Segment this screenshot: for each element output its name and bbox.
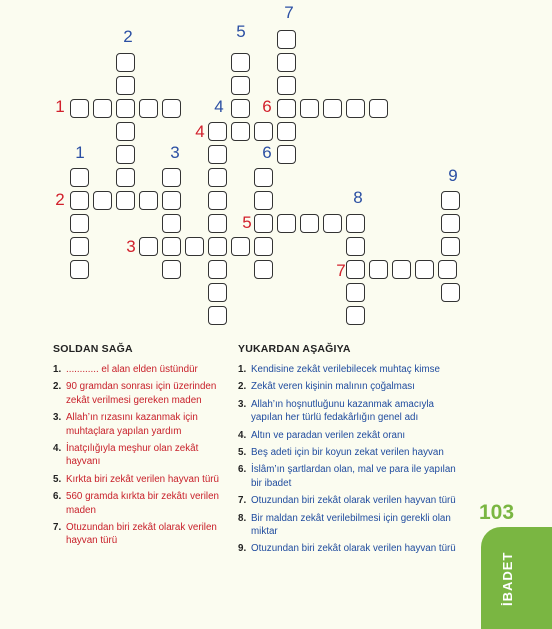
- across-clue-number: 1.: [53, 364, 62, 375]
- across-clue-text: 90 gramdan sonrası için üzerinden zekât verilmesi gereken maden: [66, 381, 217, 406]
- down-clue-text: Otuzundan biri zekât olarak verilen hayvan türü: [251, 495, 456, 507]
- across-clue-number: 4.: [53, 443, 62, 455]
- crossword-cell[interactable]: [323, 99, 342, 118]
- crossword-cell[interactable]: [162, 260, 181, 279]
- crossword-cell[interactable]: [139, 191, 158, 210]
- crossword-cell[interactable]: [231, 76, 250, 95]
- crossword-cell[interactable]: [346, 260, 365, 279]
- crossword-cell[interactable]: [70, 191, 89, 210]
- crossword-cell[interactable]: [438, 260, 457, 279]
- crossword-cell[interactable]: [116, 76, 135, 95]
- crossword-cell[interactable]: [70, 237, 89, 256]
- crossword-cell[interactable]: [254, 214, 273, 233]
- crossword-cell[interactable]: [208, 145, 227, 164]
- across-clue-text: Allah’ın rızasını kazanmak için muhtaçlara yapılan yardım: [66, 412, 198, 437]
- crossword-cell[interactable]: [277, 122, 296, 141]
- crossword-cell[interactable]: [323, 214, 342, 233]
- crossword-cell[interactable]: [208, 260, 227, 279]
- crossword-cell[interactable]: [93, 99, 112, 118]
- down-number-6: 6: [262, 143, 272, 162]
- crossword-cell[interactable]: [208, 283, 227, 302]
- down-clue-number: 2.: [238, 381, 247, 393]
- down-clue-1: [238, 363, 468, 376]
- crossword-cell[interactable]: [441, 237, 460, 256]
- across-clue-text: Otuzundan biri zekât olarak verilen hayvan türü: [66, 522, 217, 547]
- down-number-3: 3: [170, 143, 180, 162]
- down-clue-text: Otuzundan biri zekât olarak verilen hayvan türü: [251, 543, 456, 555]
- down-clue-number: 4.: [238, 429, 247, 441]
- crossword-cell[interactable]: [116, 168, 135, 187]
- crossword-cell[interactable]: [231, 237, 250, 256]
- down-number-1: 1: [75, 143, 85, 162]
- across-clue-text: İnatçılığıyla meşhur olan zekât hayvanı: [66, 443, 199, 468]
- across-clue-text: ............ el alan elden üstündür: [66, 364, 198, 375]
- across-number-5: 5: [242, 213, 252, 232]
- across-number-4: 4: [195, 122, 205, 141]
- down-clue-7: [238, 494, 468, 507]
- crossword-cell[interactable]: [346, 214, 365, 233]
- crossword-cell[interactable]: [415, 260, 434, 279]
- crossword-cell[interactable]: [254, 168, 273, 187]
- down-number-7: 7: [284, 3, 294, 22]
- crossword-cell[interactable]: [93, 191, 112, 210]
- crossword-cell[interactable]: [208, 168, 227, 187]
- crossword-cell[interactable]: [277, 30, 296, 49]
- across-number-3: 3: [126, 237, 136, 256]
- down-number-2: 2: [123, 27, 133, 46]
- crossword-cell[interactable]: [392, 260, 411, 279]
- down-clue-number: 9.: [238, 543, 247, 555]
- crossword-cell[interactable]: [346, 306, 365, 325]
- down-clue-text: İslâm’ın şartlardan olan, mal ve para ile yapılan bir ibadet: [251, 464, 456, 489]
- across-number-1: 1: [55, 97, 65, 116]
- crossword-cell[interactable]: [231, 53, 250, 72]
- down-clue-number: 8.: [238, 512, 247, 524]
- crossword-cell[interactable]: [70, 99, 89, 118]
- across-clue-1: [53, 363, 223, 376]
- crossword-cell[interactable]: [277, 76, 296, 95]
- crossword-cell[interactable]: [254, 191, 273, 210]
- crossword-cell[interactable]: [208, 237, 227, 256]
- across-clue-number: 7.: [53, 522, 62, 534]
- crossword-cell[interactable]: [116, 99, 135, 118]
- crossword-cell[interactable]: [277, 53, 296, 72]
- across-clue-text: 560 gramda kırkta bir zekâtı verilen maden: [66, 491, 220, 516]
- crossword-cell[interactable]: [116, 145, 135, 164]
- across-clue-7: [53, 521, 223, 548]
- crossword-cell[interactable]: [254, 237, 273, 256]
- across-clue-3: [53, 411, 223, 438]
- crossword-cell[interactable]: [277, 214, 296, 233]
- crossword-cell[interactable]: [441, 191, 460, 210]
- down-clue-text: Zekât veren kişinin malının çoğalması: [251, 381, 415, 393]
- across-number-2: 2: [55, 190, 65, 209]
- crossword-cell[interactable]: [70, 260, 89, 279]
- down-clue-5: [238, 446, 468, 459]
- across-clue-number: 5.: [53, 473, 62, 485]
- crossword-cell[interactable]: [346, 237, 365, 256]
- crossword-cell[interactable]: [441, 214, 460, 233]
- down-clue-text: Allah’ın hoşnutluğunu kazanmak amacıyla yapılan her türlü fedakârlığın genel adı: [251, 398, 434, 424]
- down-clue-number: 7.: [238, 495, 247, 507]
- crossword-cell[interactable]: [162, 191, 181, 210]
- crossword-cell[interactable]: [254, 122, 273, 141]
- crossword-cell[interactable]: [116, 191, 135, 210]
- across-clue-4: [53, 442, 223, 469]
- down-number-8: 8: [353, 188, 363, 207]
- across-number-7: 7: [336, 261, 346, 280]
- down-clue-number: 1.: [238, 364, 247, 375]
- down-number-5: 5: [236, 22, 246, 41]
- crossword-cell[interactable]: [346, 99, 365, 118]
- crossword-cell[interactable]: [185, 237, 204, 256]
- down-clue-text: Kendisine zekât verilebilecek muhtaç kimse: [251, 364, 440, 375]
- across-clue-5: [53, 473, 223, 486]
- crossword-cell[interactable]: [208, 214, 227, 233]
- section-tab: [481, 527, 552, 629]
- crossword-cell[interactable]: [277, 145, 296, 164]
- down-clue-8: [238, 512, 468, 539]
- crossword-cell[interactable]: [162, 237, 181, 256]
- down-clues: [238, 343, 468, 560]
- across-clue-6: [53, 490, 223, 517]
- down-clue-9: [238, 542, 468, 555]
- crossword-cell[interactable]: [254, 260, 273, 279]
- crossword-cell[interactable]: [116, 122, 135, 141]
- across-number-6: 6: [262, 97, 272, 116]
- across-clue-number: 2.: [53, 381, 62, 393]
- crossword-cell[interactable]: [441, 283, 460, 302]
- crossword-cell[interactable]: [231, 122, 250, 141]
- down-clue-number: 6.: [238, 464, 247, 476]
- across-clue-number: 6.: [53, 491, 62, 503]
- down-clue-text: Altın ve paradan verilen zekât oranı: [251, 429, 406, 441]
- crossword-cell[interactable]: [162, 99, 181, 118]
- crossword-cell[interactable]: [369, 99, 388, 118]
- down-clue-2: [238, 380, 468, 393]
- down-number-4: 4: [214, 97, 224, 116]
- down-clue-text: Bir maldan zekât verilebilmesi için gerekli olan miktar: [251, 512, 451, 538]
- down-clue-text: Beş adeti için bir koyun zekat verilen hayvan: [251, 447, 444, 459]
- across-heading: SOLDAN SAĞA: [53, 343, 133, 355]
- crossword-cell[interactable]: [70, 168, 89, 187]
- page-number: 103: [479, 501, 515, 524]
- across-clue-2: [53, 380, 223, 407]
- down-clue-3: [238, 398, 468, 425]
- crossword-cell[interactable]: [208, 122, 227, 141]
- crossword-cell[interactable]: [369, 260, 388, 279]
- down-clue-number: 5.: [238, 447, 247, 459]
- crossword-cell[interactable]: [231, 99, 250, 118]
- across-clue-number: 3.: [53, 412, 62, 424]
- down-number-9: 9: [448, 166, 458, 185]
- across-clue-text: Kırkta biri zekât verilen hayvan türü: [66, 473, 220, 485]
- crossword-cell[interactable]: [162, 214, 181, 233]
- down-clue-4: [238, 429, 468, 442]
- down-clue-number: 3.: [238, 398, 247, 410]
- crossword-cell[interactable]: [277, 99, 296, 118]
- section-tab-label: İBADET: [500, 551, 515, 606]
- crossword-cell[interactable]: [346, 283, 365, 302]
- crossword-cell[interactable]: [116, 53, 135, 72]
- crossword-cell[interactable]: [70, 214, 89, 233]
- down-clue-6: [238, 463, 468, 490]
- down-heading: YUKARDAN AŞAĞIYA: [238, 343, 351, 355]
- crossword-cell[interactable]: [208, 191, 227, 210]
- crossword-cell[interactable]: [208, 306, 227, 325]
- crossword-cell[interactable]: [162, 168, 181, 187]
- crossword-cell[interactable]: [300, 214, 319, 233]
- crossword-cell[interactable]: [300, 99, 319, 118]
- across-clues: [53, 343, 223, 552]
- crossword-cell[interactable]: [139, 237, 158, 256]
- crossword-cell[interactable]: [139, 99, 158, 118]
